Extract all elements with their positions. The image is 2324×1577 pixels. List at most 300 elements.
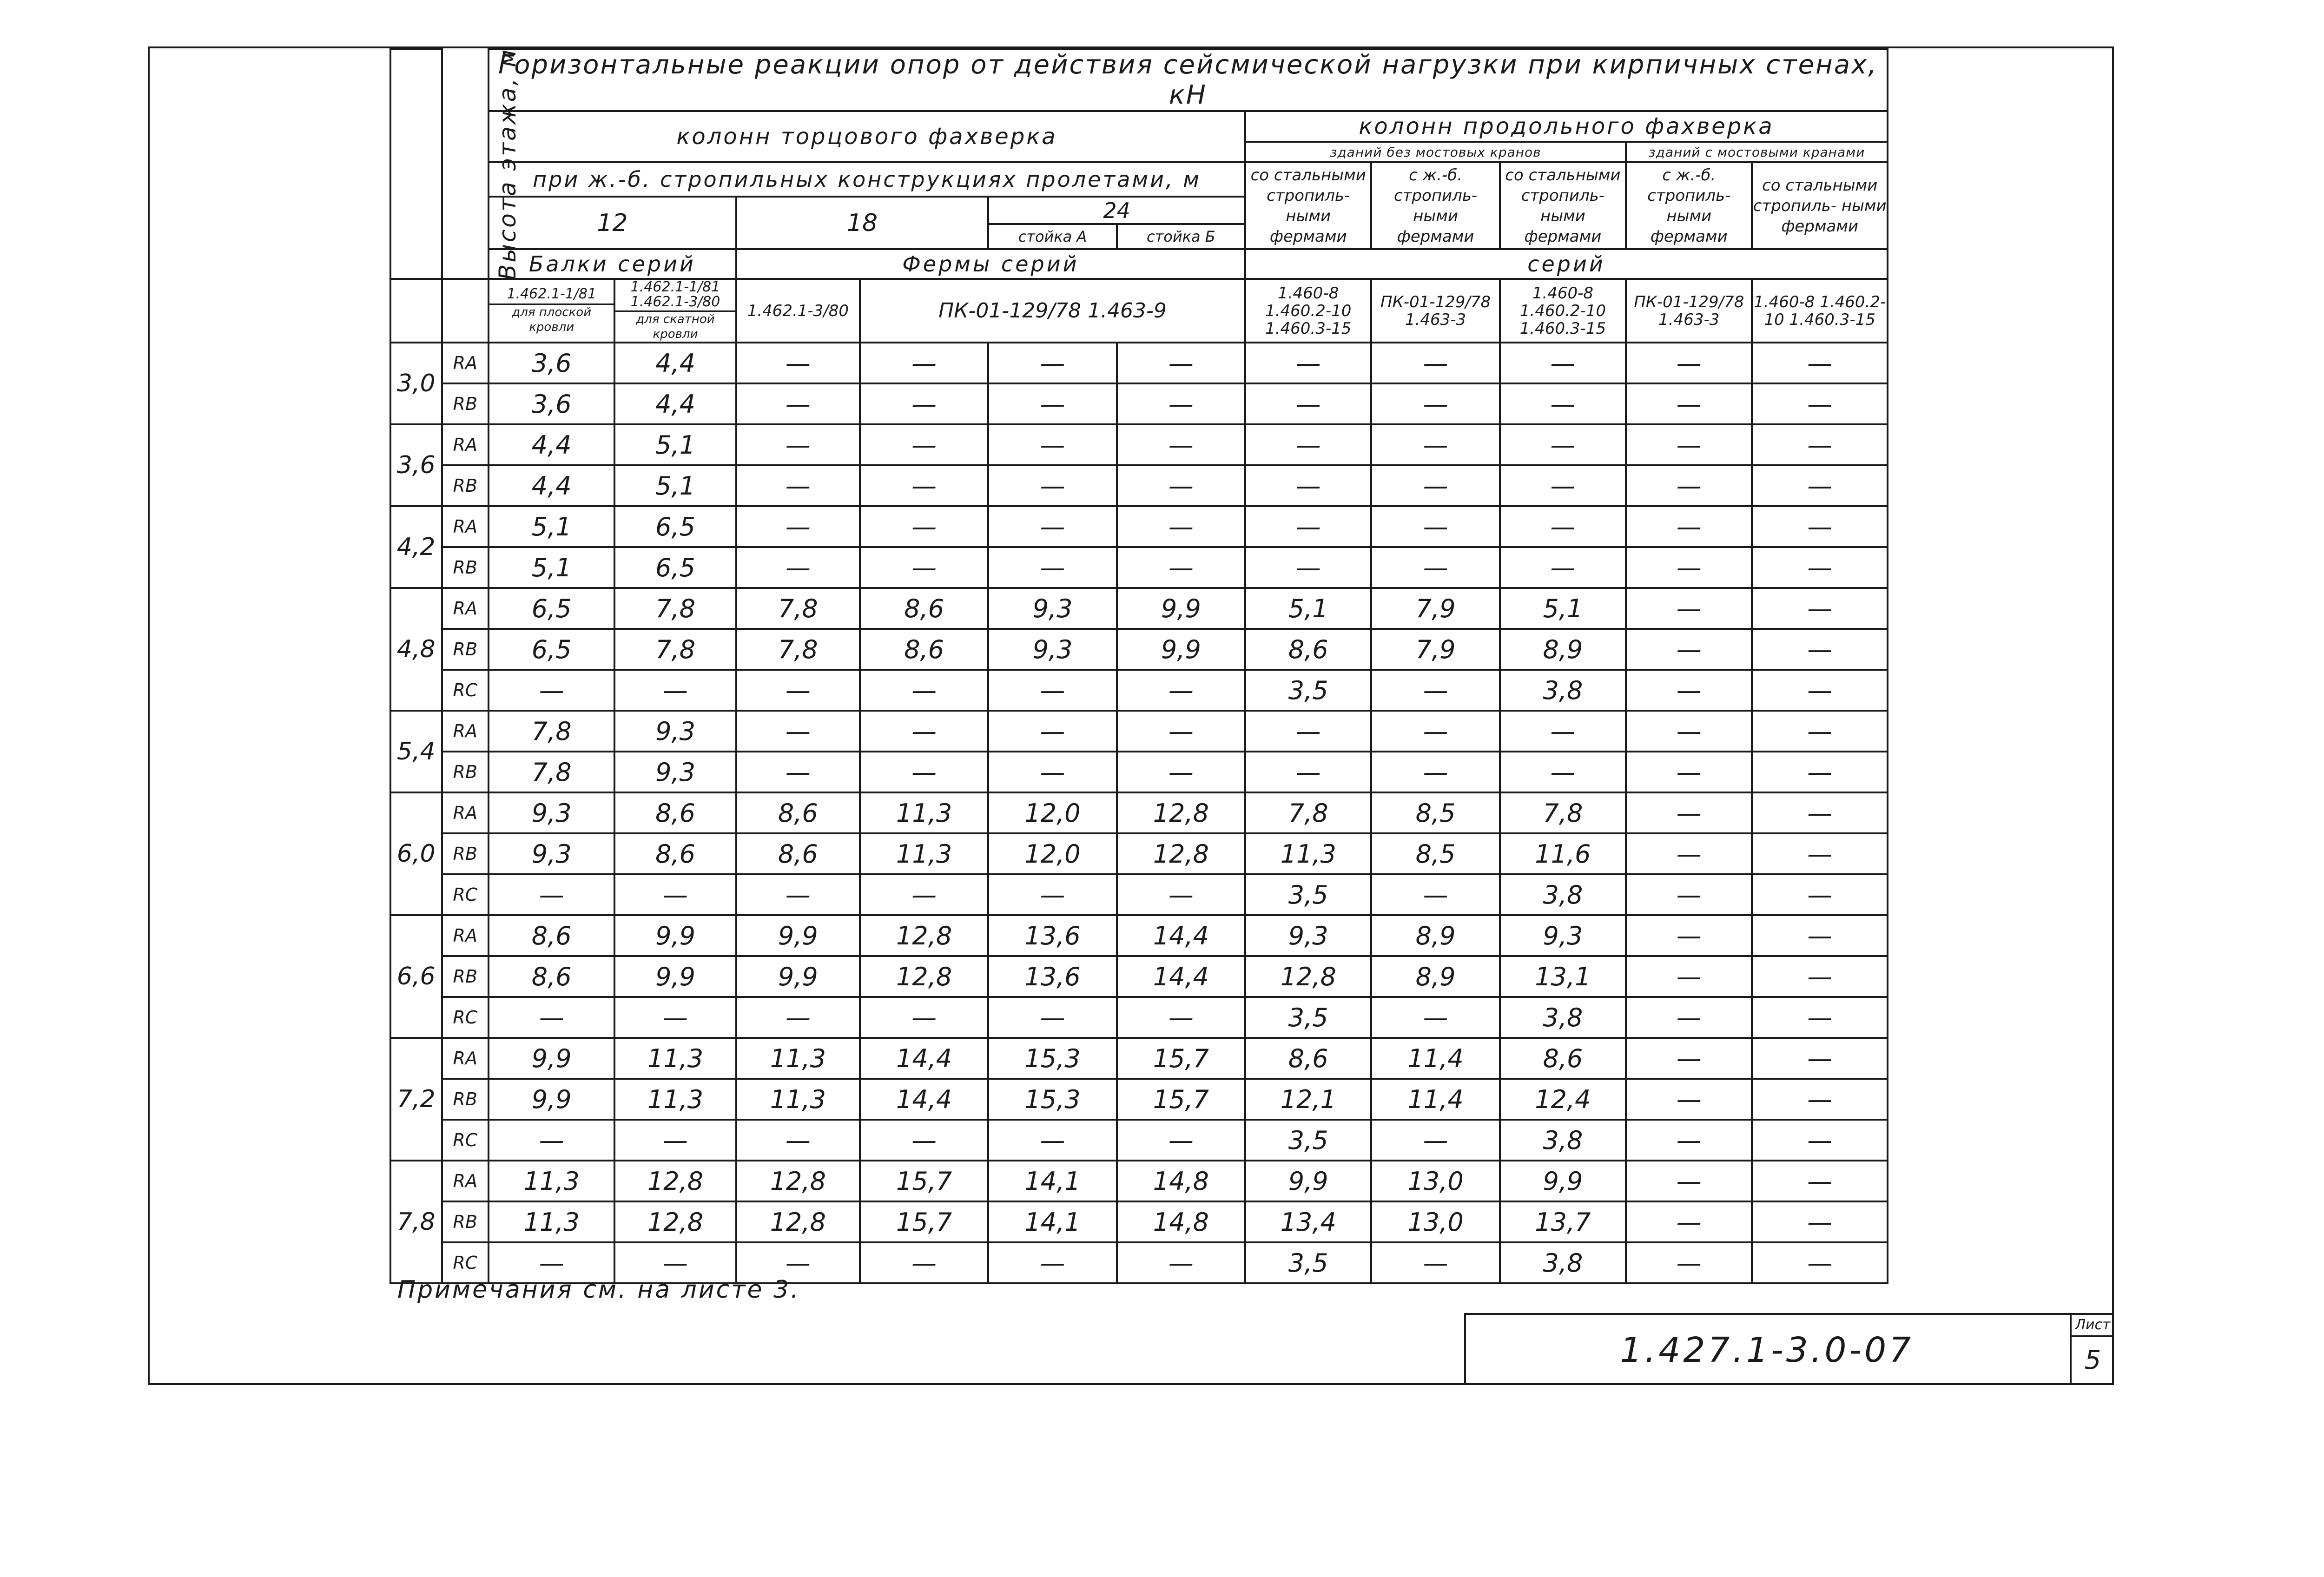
value-cell: 3,8: [1500, 874, 1626, 915]
table-row: [390, 1120, 1888, 1161]
value-cell: —: [860, 997, 988, 1038]
value-cell: —: [1752, 874, 1888, 915]
value-cell: —: [1752, 1161, 1888, 1201]
value-cell: 5,1: [614, 465, 736, 506]
value-cell: —: [1117, 1242, 1245, 1283]
value-cell: —: [736, 1242, 860, 1283]
value-cell: 14,8: [1117, 1161, 1245, 1201]
stand-b-header: стойка Б: [1117, 224, 1245, 249]
span-12-header: 12: [489, 197, 736, 249]
span-18-header: 18: [736, 197, 989, 249]
value-cell: —: [1752, 343, 1888, 383]
value-cell: —: [1117, 506, 1245, 547]
value-cell: 11,3: [736, 1038, 860, 1079]
table-row: [390, 343, 1888, 383]
value-cell: —: [1371, 670, 1499, 711]
table-row: [390, 424, 1888, 465]
value-cell: 13,6: [988, 915, 1116, 956]
value-cell: 14,1: [988, 1161, 1116, 1201]
value-cell: —: [988, 383, 1116, 424]
value-cell: 9,3: [1500, 915, 1626, 956]
value-cell: 8,9: [1371, 915, 1499, 956]
value-cell: 3,8: [1500, 1120, 1626, 1161]
value-cell: —: [1371, 547, 1499, 588]
value-cell: —: [1245, 465, 1371, 506]
value-cell: 3,5: [1245, 874, 1371, 915]
table-title: Горизонтальные реакции опор от действия сейсмической нагрузки при кирпичных стенах, кН: [489, 49, 1888, 111]
value-cell: 14,8: [1117, 1201, 1245, 1242]
value-cell: —: [1626, 997, 1752, 1038]
value-cell: —: [1752, 506, 1888, 547]
reaction-label-cell: RB: [442, 956, 489, 997]
value-cell: 14,4: [860, 1079, 988, 1120]
code-b-sub: для скатной кровли: [636, 312, 715, 341]
table-row: [390, 711, 1888, 752]
value-cell: 9,9: [1117, 588, 1245, 629]
reaction-label-cell: RB: [442, 1079, 489, 1120]
value-cell: 14,4: [1117, 956, 1245, 997]
table-row: [390, 506, 1888, 547]
value-cell: —: [988, 424, 1116, 465]
code-a-text: 1.462.1-1/81: [489, 287, 614, 305]
value-cell: —: [614, 874, 736, 915]
value-cell: —: [489, 670, 614, 711]
long-sub1-header: зданий без мостовых кранов: [1245, 142, 1626, 162]
value-cell: —: [1626, 588, 1752, 629]
trusses-series-header: Фермы серий: [736, 249, 1245, 279]
value-cell: —: [1626, 833, 1752, 874]
value-cell: 9,9: [489, 1038, 614, 1079]
value-cell: —: [1752, 915, 1888, 956]
table-row: [390, 1201, 1888, 1242]
value-cell: —: [1117, 424, 1245, 465]
value-cell: —: [1371, 711, 1499, 752]
table-row: [390, 1038, 1888, 1079]
floor-height-cell: 7,2: [390, 1038, 442, 1161]
value-cell: —: [1626, 465, 1752, 506]
value-cell: —: [1626, 1201, 1752, 1242]
table-row: [390, 956, 1888, 997]
value-cell: —: [1752, 792, 1888, 833]
rc-trusses-header-2: с ж.-б. стропиль- ными фермами: [1626, 162, 1752, 249]
value-cell: 12,1: [1245, 1079, 1371, 1120]
value-cell: 9,3: [1245, 915, 1371, 956]
value-cell: 12,4: [1500, 1079, 1626, 1120]
value-cell: —: [1752, 752, 1888, 792]
value-cell: —: [988, 465, 1116, 506]
value-cell: —: [1626, 506, 1752, 547]
value-cell: 11,3: [614, 1038, 736, 1079]
value-cell: 13,6: [988, 956, 1116, 997]
value-cell: 8,9: [1371, 956, 1499, 997]
value-cell: 8,5: [1371, 792, 1499, 833]
rc-trusses-header-1: с ж.-б. стропиль- ными фермами: [1371, 162, 1499, 249]
value-cell: 12,8: [1245, 956, 1371, 997]
reaction-label-cell: RC: [442, 670, 489, 711]
value-cell: —: [1117, 752, 1245, 792]
value-cell: 3,8: [1500, 997, 1626, 1038]
value-cell: 5,1: [614, 424, 736, 465]
value-cell: 9,3: [489, 833, 614, 874]
value-cell: 11,3: [614, 1079, 736, 1120]
code-f-header: ПК-01-129/78 1.463-3: [1371, 279, 1499, 343]
reaction-label-cell: RA: [442, 915, 489, 956]
value-cell: 12,8: [1117, 833, 1245, 874]
value-cell: —: [1752, 956, 1888, 997]
value-cell: 3,6: [489, 383, 614, 424]
value-cell: —: [988, 874, 1116, 915]
value-cell: —: [1500, 465, 1626, 506]
value-cell: 9,9: [736, 915, 860, 956]
value-cell: 11,3: [860, 792, 988, 833]
height-column-header: [390, 47, 521, 280]
long-sub2-header: зданий с мостовыми кранами: [1626, 142, 1888, 162]
value-cell: —: [1752, 670, 1888, 711]
reaction-label-cell: RA: [442, 506, 489, 547]
value-cell: —: [1245, 383, 1371, 424]
value-cell: —: [1371, 343, 1499, 383]
value-cell: 8,6: [860, 588, 988, 629]
value-cell: —: [1752, 1120, 1888, 1161]
value-cell: 9,3: [489, 792, 614, 833]
table-row: [390, 792, 1888, 833]
value-cell: —: [1117, 997, 1245, 1038]
value-cell: —: [614, 1242, 736, 1283]
value-cell: 6,5: [614, 506, 736, 547]
value-cell: —: [489, 997, 614, 1038]
value-cell: —: [736, 424, 860, 465]
value-cell: —: [1245, 752, 1371, 792]
value-cell: —: [1626, 915, 1752, 956]
code-c-header: 1.462.1-3/80: [736, 279, 860, 343]
floor-height-cell: 3,6: [390, 424, 442, 506]
value-cell: 5,1: [489, 506, 614, 547]
value-cell: —: [860, 465, 988, 506]
value-cell: —: [1371, 506, 1499, 547]
value-cell: 11,4: [1371, 1038, 1499, 1079]
value-cell: 7,8: [736, 629, 860, 670]
reaction-label-cell: RB: [442, 833, 489, 874]
value-cell: 13,1: [1500, 956, 1626, 997]
value-cell: —: [1626, 874, 1752, 915]
value-cell: —: [1752, 424, 1888, 465]
value-cell: 11,4: [1371, 1079, 1499, 1120]
value-cell: 12,8: [736, 1201, 860, 1242]
table-row: [390, 465, 1888, 506]
steel-trusses-header-3: со стальными стропиль- ными фермами: [1752, 162, 1888, 249]
value-cell: 8,6: [736, 833, 860, 874]
value-cell: —: [736, 547, 860, 588]
value-cell: —: [1626, 547, 1752, 588]
value-cell: —: [1626, 629, 1752, 670]
value-cell: 13,7: [1500, 1201, 1626, 1242]
value-cell: —: [1626, 383, 1752, 424]
value-cell: —: [860, 752, 988, 792]
code-g-header: 1.460-8 1.460.2-10 1.460.3-15: [1500, 279, 1626, 343]
floor-height-cell: 6,6: [390, 915, 442, 1038]
table-row: [390, 629, 1888, 670]
value-cell: —: [988, 547, 1116, 588]
value-cell: 7,9: [1371, 629, 1499, 670]
sheet-label: Лист: [2072, 1315, 2114, 1337]
end-group-header: колонн торцового фахверка: [489, 111, 1245, 162]
value-cell: —: [1626, 752, 1752, 792]
code-a-sub: для плоской кровли: [512, 305, 592, 334]
reaction-label-cell: RB: [442, 383, 489, 424]
reaction-label-cell: RA: [442, 424, 489, 465]
value-cell: —: [1500, 752, 1626, 792]
value-cell: —: [736, 343, 860, 383]
value-cell: —: [1752, 1201, 1888, 1242]
value-cell: 15,7: [1117, 1038, 1245, 1079]
value-cell: —: [1117, 465, 1245, 506]
value-cell: —: [860, 711, 988, 752]
value-cell: 12,0: [988, 792, 1116, 833]
value-cell: 8,5: [1371, 833, 1499, 874]
r-column-spacer: [442, 279, 489, 343]
value-cell: —: [988, 997, 1116, 1038]
value-cell: 14,1: [988, 1201, 1116, 1242]
reaction-label-cell: RB: [442, 1201, 489, 1242]
value-cell: 9,9: [1245, 1161, 1371, 1201]
value-cell: —: [1117, 343, 1245, 383]
value-cell: 8,6: [1245, 1038, 1371, 1079]
reaction-label-cell: RC: [442, 997, 489, 1038]
value-cell: 8,6: [736, 792, 860, 833]
steel-trusses-header-1: со стальными стропиль- ными фермами: [1245, 162, 1371, 249]
title-block: [1464, 1313, 2114, 1385]
floor-height-cell: 4,2: [390, 506, 442, 588]
code-a-header: [489, 279, 614, 343]
value-cell: —: [1245, 711, 1371, 752]
value-cell: —: [1626, 1242, 1752, 1283]
value-cell: —: [860, 1242, 988, 1283]
reaction-label-cell: RA: [442, 588, 489, 629]
value-cell: 3,5: [1245, 997, 1371, 1038]
value-cell: —: [736, 874, 860, 915]
code-h-header: ПК-01-129/78 1.463-3: [1626, 279, 1752, 343]
value-cell: 7,8: [736, 588, 860, 629]
reaction-label-cell: RA: [442, 792, 489, 833]
value-cell: 11,3: [860, 833, 988, 874]
value-cell: —: [1752, 547, 1888, 588]
value-cell: —: [736, 752, 860, 792]
value-cell: —: [1500, 343, 1626, 383]
value-cell: 9,9: [614, 956, 736, 997]
reaction-label-cell: RA: [442, 343, 489, 383]
value-cell: —: [1752, 629, 1888, 670]
value-cell: —: [1752, 1038, 1888, 1079]
value-cell: 9,3: [614, 752, 736, 792]
value-cell: —: [1117, 547, 1245, 588]
value-cell: 13,0: [1371, 1161, 1499, 1201]
value-cell: 3,6: [489, 343, 614, 383]
floor-height-cell: 3,0: [390, 343, 442, 424]
code-e-header: 1.460-8 1.460.2-10 1.460.3-15: [1245, 279, 1371, 343]
value-cell: —: [1245, 547, 1371, 588]
value-cell: —: [1752, 997, 1888, 1038]
value-cell: 12,8: [736, 1161, 860, 1201]
reaction-label-cell: RB: [442, 752, 489, 792]
value-cell: 7,8: [1500, 792, 1626, 833]
reaction-label-cell: RC: [442, 874, 489, 915]
value-cell: —: [1626, 1161, 1752, 1201]
reaction-label-cell: RB: [442, 465, 489, 506]
value-cell: 15,7: [860, 1161, 988, 1201]
value-cell: —: [860, 383, 988, 424]
code-b-header: [614, 279, 736, 343]
value-cell: 15,7: [860, 1201, 988, 1242]
value-cell: —: [1626, 1038, 1752, 1079]
value-cell: 11,3: [489, 1201, 614, 1242]
value-cell: 7,8: [489, 711, 614, 752]
beams-series-header: Балки серий: [489, 249, 736, 279]
value-cell: —: [1500, 383, 1626, 424]
value-cell: —: [1371, 424, 1499, 465]
value-cell: —: [988, 752, 1116, 792]
value-cell: —: [1626, 792, 1752, 833]
reaction-label-cell: RA: [442, 1038, 489, 1079]
value-cell: 8,6: [860, 629, 988, 670]
reaction-label-cell: RC: [442, 1120, 489, 1161]
value-cell: 15,7: [1117, 1079, 1245, 1120]
value-cell: —: [1752, 711, 1888, 752]
value-cell: 6,5: [614, 547, 736, 588]
value-cell: 13,0: [1371, 1201, 1499, 1242]
value-cell: —: [1371, 1242, 1499, 1283]
value-cell: —: [860, 670, 988, 711]
value-cell: —: [736, 670, 860, 711]
value-cell: 3,8: [1500, 1242, 1626, 1283]
value-cell: 3,8: [1500, 670, 1626, 711]
series-header: серий: [1245, 249, 1888, 279]
value-cell: 3,5: [1245, 1120, 1371, 1161]
value-cell: 9,3: [614, 711, 736, 752]
value-cell: 12,8: [614, 1201, 736, 1242]
value-cell: 14,4: [1117, 915, 1245, 956]
value-cell: 8,6: [614, 833, 736, 874]
value-cell: —: [1371, 383, 1499, 424]
value-cell: 14,4: [860, 1038, 988, 1079]
value-cell: 4,4: [614, 383, 736, 424]
value-cell: —: [1371, 997, 1499, 1038]
note-text: Примечания см. на листе 3.: [397, 1276, 800, 1304]
floor-height-cell: 6,0: [390, 792, 442, 915]
value-cell: 4,4: [489, 424, 614, 465]
value-cell: 5,1: [1245, 588, 1371, 629]
value-cell: —: [1626, 956, 1752, 997]
value-cell: 11,6: [1500, 833, 1626, 874]
value-cell: —: [614, 1120, 736, 1161]
floor-height-cell: 4,8: [390, 588, 442, 711]
value-cell: 7,9: [1371, 588, 1499, 629]
value-cell: —: [1245, 343, 1371, 383]
floor-height-cell: 7,8: [390, 1161, 442, 1283]
value-cell: —: [1371, 752, 1499, 792]
value-cell: —: [614, 670, 736, 711]
value-cell: —: [860, 874, 988, 915]
value-cell: 9,9: [736, 956, 860, 997]
value-cell: —: [988, 670, 1116, 711]
code-d-header: ПК-01-129/78 1.463-9: [860, 279, 1245, 343]
span-24-header: 24: [988, 197, 1245, 224]
value-cell: —: [1117, 670, 1245, 711]
value-cell: 5,1: [1500, 588, 1626, 629]
document-code: 1.427.1-3.0-07: [1620, 1330, 1914, 1370]
value-cell: 11,3: [1245, 833, 1371, 874]
value-cell: —: [1371, 465, 1499, 506]
value-cell: —: [736, 711, 860, 752]
value-cell: 8,6: [489, 956, 614, 997]
value-cell: —: [1626, 711, 1752, 752]
value-cell: 11,3: [736, 1079, 860, 1120]
table-row: [390, 997, 1888, 1038]
value-cell: —: [988, 711, 1116, 752]
reaction-label-cell: RA: [442, 1161, 489, 1201]
value-cell: —: [1117, 711, 1245, 752]
height-column-spacer: [390, 279, 442, 343]
value-cell: 12,8: [1117, 792, 1245, 833]
value-cell: —: [860, 547, 988, 588]
value-cell: —: [1626, 1120, 1752, 1161]
value-cell: —: [1117, 383, 1245, 424]
value-cell: —: [1500, 547, 1626, 588]
reaction-label-cell: RB: [442, 629, 489, 670]
sheet-number: 5: [2084, 1345, 2101, 1375]
value-cell: —: [1371, 1120, 1499, 1161]
value-cell: —: [1626, 670, 1752, 711]
value-cell: —: [1500, 424, 1626, 465]
value-cell: —: [1500, 711, 1626, 752]
value-cell: 12,8: [860, 956, 988, 997]
value-cell: —: [988, 343, 1116, 383]
value-cell: —: [988, 506, 1116, 547]
value-cell: —: [1371, 874, 1499, 915]
height-label: Высота этажа, м: [494, 47, 521, 280]
table-row: [390, 752, 1888, 792]
rc-group-header: при ж.-б. стропильных конструкциях пролетами, м: [489, 162, 1245, 197]
value-cell: —: [1245, 506, 1371, 547]
value-cell: —: [860, 1120, 988, 1161]
table-row: [390, 833, 1888, 874]
table-row: [390, 874, 1888, 915]
value-cell: —: [1752, 465, 1888, 506]
value-cell: 9,3: [988, 629, 1116, 670]
reaction-label-cell: RB: [442, 547, 489, 588]
value-cell: 6,5: [489, 588, 614, 629]
value-cell: —: [860, 343, 988, 383]
long-group-header: колонн продольного фахверка: [1245, 111, 1888, 142]
value-cell: 8,6: [1245, 629, 1371, 670]
floor-height-cell: 5,4: [390, 711, 442, 792]
value-cell: 9,3: [988, 588, 1116, 629]
value-cell: 8,6: [489, 915, 614, 956]
value-cell: —: [489, 1242, 614, 1283]
value-cell: 11,3: [489, 1161, 614, 1201]
value-cell: 9,9: [1117, 629, 1245, 670]
value-cell: 9,9: [1500, 1161, 1626, 1201]
value-cell: —: [736, 997, 860, 1038]
value-cell: 15,3: [988, 1079, 1116, 1120]
value-cell: —: [736, 465, 860, 506]
value-cell: 5,1: [489, 547, 614, 588]
value-cell: —: [860, 506, 988, 547]
value-cell: 12,0: [988, 833, 1116, 874]
value-cell: —: [736, 506, 860, 547]
value-cell: 6,5: [489, 629, 614, 670]
value-cell: 8,9: [1500, 629, 1626, 670]
table-row: [390, 670, 1888, 711]
